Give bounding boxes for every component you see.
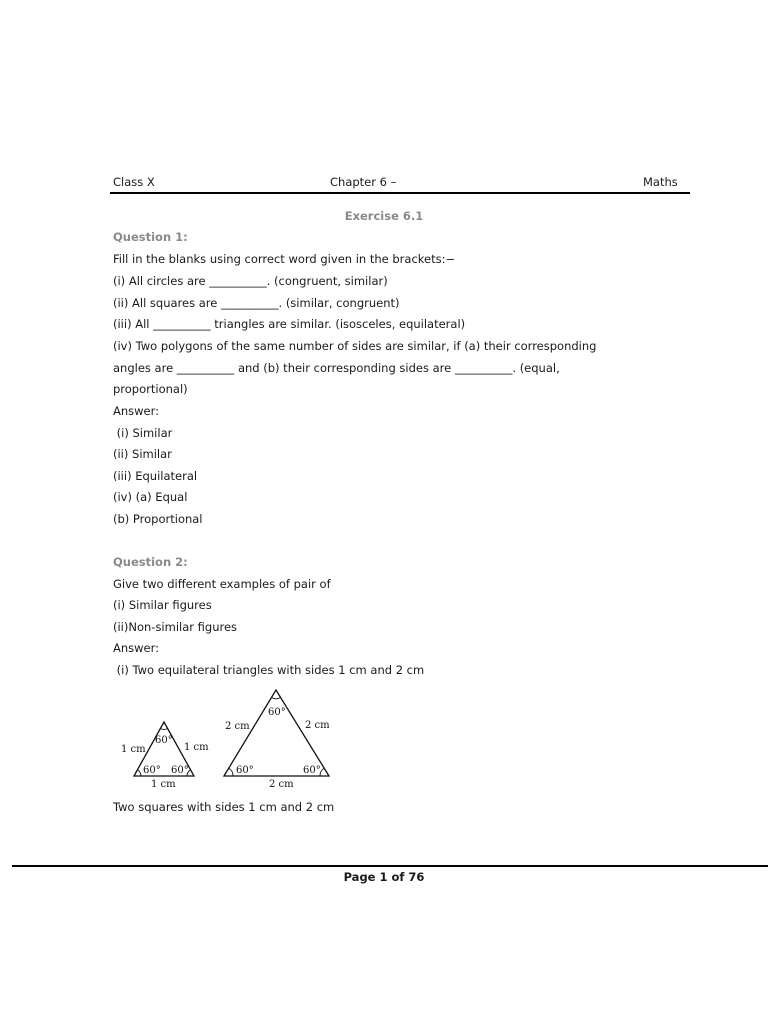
small-angle-left: 60° <box>143 765 161 776</box>
header-divider <box>110 192 690 194</box>
q1-answer: (i) Similar <box>113 426 173 440</box>
q1-line: Fill in the blanks using correct word given in the brackets:− <box>113 252 456 266</box>
large-angle-right: 60° <box>303 765 321 776</box>
q2-answer-label: Answer: <box>113 641 160 655</box>
large-side-left: 2 cm <box>225 721 250 732</box>
q1-answer: (b) Proportional <box>113 512 203 526</box>
q1-line: (iii) All __________ triangles are similar. (isosceles, equilateral) <box>113 317 466 331</box>
q1-answer: (ii) Similar <box>113 447 172 461</box>
small-angle-right: 60° <box>171 765 189 776</box>
page-total: 76 <box>408 870 425 884</box>
q1-line: (i) All circles are __________. (congruent, similar) <box>113 274 388 288</box>
page-of: of <box>387 870 409 884</box>
similar-triangles-figure <box>115 684 340 794</box>
header-subject: Maths <box>643 175 678 189</box>
small-side-left: 1 cm <box>121 744 146 755</box>
q1-answer-label: Answer: <box>113 404 160 418</box>
q1-answer: (iv) (a) Equal <box>113 490 188 504</box>
small-angle-arc <box>161 729 168 730</box>
q1-line: angles are __________ and (b) their corresponding sides are __________. (equal, <box>113 361 560 375</box>
page-indicator <box>0 870 768 884</box>
header-class: Class X <box>113 175 155 189</box>
small-base: 1 cm <box>151 779 176 790</box>
large-angle-arc <box>229 768 234 776</box>
q1-line: (ii) All squares are __________. (similar, congruent) <box>113 296 400 310</box>
q2-continuation: Two squares with sides 1 cm and 2 cm <box>113 800 335 814</box>
q2-line: Give two different examples of pair of <box>113 577 331 591</box>
page-current: 1 <box>379 870 388 884</box>
page-prefix: Page <box>343 870 380 884</box>
question-2-heading: Question 2: <box>113 555 188 569</box>
question-1-heading: Question 1: <box>113 230 188 244</box>
large-base: 2 cm <box>269 779 294 790</box>
q2-answer: (i) Two equilateral triangles with sides 1 cm and 2 cm <box>113 663 425 677</box>
q1-line: (iv) Two polygons of the same number of sides are similar, if (a) their corresponding <box>113 339 597 353</box>
small-angle-arc <box>138 770 142 776</box>
header-chapter: Chapter 6 – <box>330 175 397 189</box>
large-triangle <box>224 690 329 776</box>
footer-divider <box>12 865 768 867</box>
large-side-right: 2 cm <box>305 720 330 731</box>
q1-line: proportional) <box>113 382 188 396</box>
large-angle-arc <box>272 698 281 699</box>
q1-answer: (iii) Equilateral <box>113 469 198 483</box>
exercise-title: Exercise 6.1 <box>344 209 424 223</box>
small-angle-top: 60° <box>155 735 173 746</box>
q2-line: (i) Similar figures <box>113 598 212 612</box>
small-side-right: 1 cm <box>184 742 209 753</box>
q2-line: (ii)Non-similar figures <box>113 620 238 634</box>
large-angle-left: 60° <box>236 765 254 776</box>
large-angle-top: 60° <box>268 707 286 718</box>
